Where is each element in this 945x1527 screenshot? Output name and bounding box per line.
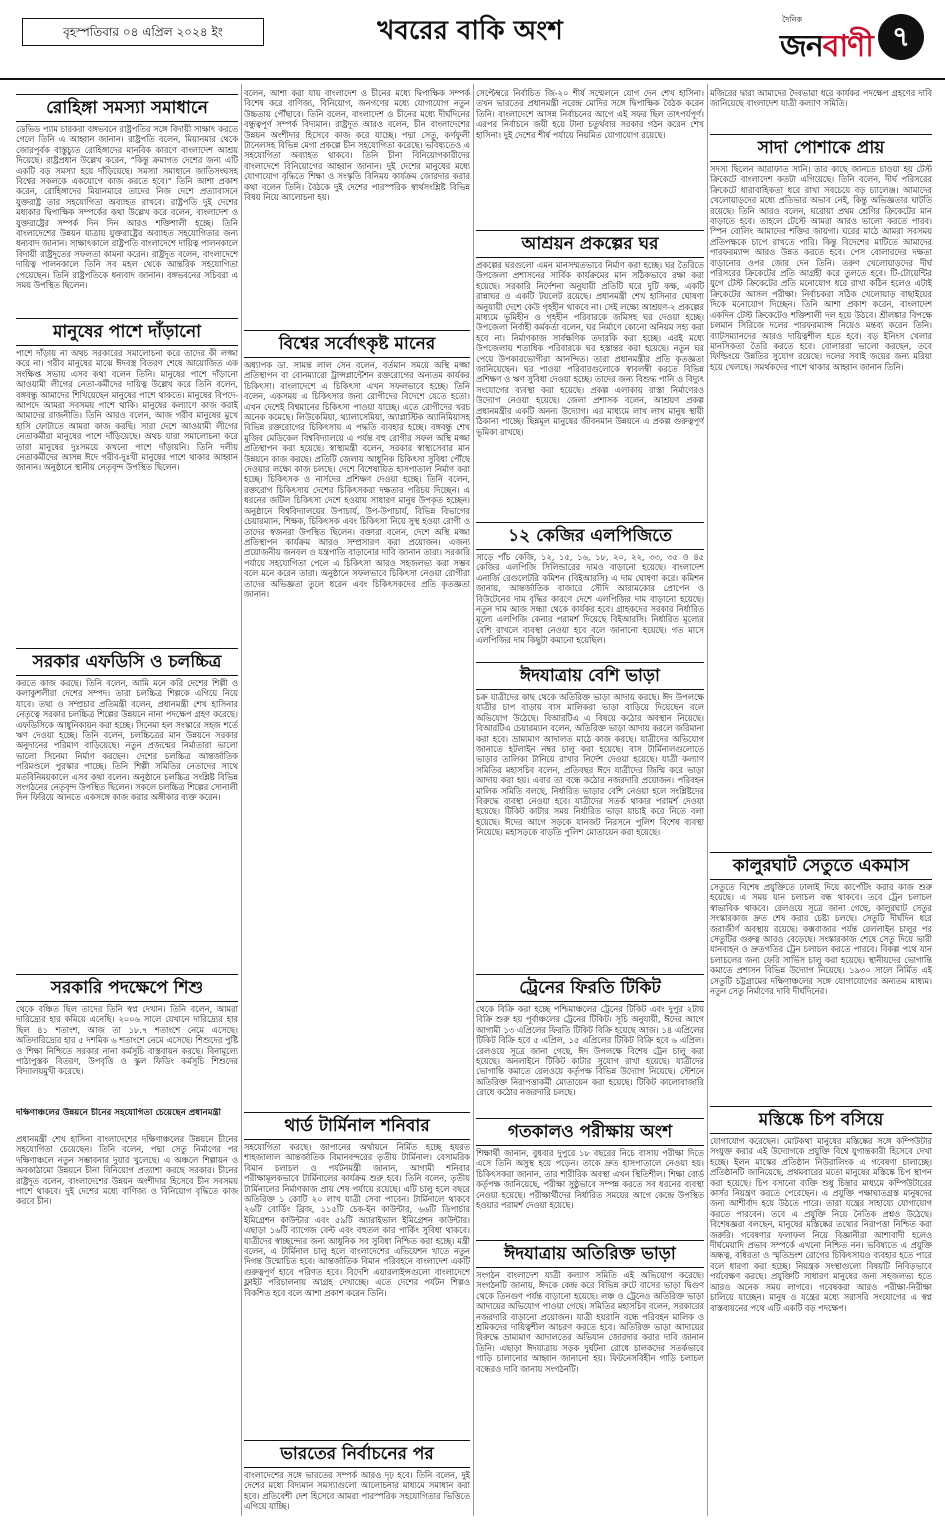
headline-shada-poshak: সাদা পোশাকে প্রায় [710, 134, 932, 162]
logo-tagline: দৈনিক [782, 15, 803, 24]
headline-porikkha: গতকালও পরীক্ষায় অংশ [476, 1118, 704, 1146]
headline-eid-beshi-vara: ঈদযাত্রায় বেশি ভাড়া [476, 662, 704, 690]
headline-third-terminal: থার্ড টার্মিনাল শনিবার [244, 1112, 470, 1140]
newspaper-logo [780, 14, 873, 64]
article-body-shreshtho-maner: অধ্যাপক ডা. সামন্ত লাল সেন বলেন, বর্তমান সময়ে অস্থি মজ্জা প্রতিস্থাপন বা বোনম্যারো ট্রান্সপ্লান্টেশন রক্তরোগের অন্যতম কার্যকর চিকিৎসা। বাংলাদেশে এ চিকিৎসা এখন সফলভাবে হচ্ছে। তিনি বলেন, একসময় এ চিকিৎসার জন্য রোগীদের বিদেশে যেতে হতো। এখন দেশেই বিশ্বমানের চিকিৎসা পাওয়া যাচ্ছে। এতে রোগীদের খরচ অনেক কমেছে। লিউকেমিয়া, থ্যালাসেমিয়া, অ্যাপ্লাস্টিক অ্যানিমিয়াসহ বিভিন্ন রক্তরোগের চিকিৎসায় এ পদ্ধতি ব্যবহার হচ্ছে। বঙ্গবন্ধু শেখ মুজিব মেডিকেল বিশ্ববিদ্যালয়ে এ পর্যন্ত বহু রোগীর সফল অস্থি মজ্জা প্রতিস্থাপন করা হয়েছে। স্বাস্থ্যমন্ত্রী বলেন, সরকার স্বাস্থ্যসেবার মান উন্নয়নে কাজ করছে। প্রতিটি জেলায় আধুনিক চিকিৎসা সুবিধা পৌঁছে দেওয়ার লক্ষ্যে কাজ চলছে। দেশে বিশেষায়িত হাসপাতাল নির্মাণ করা হচ্ছে। চিকিৎসক ও নার্সদের প্রশিক্ষণ দেওয়া হচ্ছে। তিনি বলেন, রক্তরোগ চিকিৎসায় দেশের চিকিৎসকরা দক্ষতার পরিচয় দিচ্ছেন। এ ধরনের জটিল চিকিৎসা দেশে হওয়ায় সাধারণ মানুষ উপকৃত হচ্ছেন। অনুষ্ঠানে বিশ্ববিদ্যালয়ের উপাচার্য, উপ-উপাচার্য, বিভিন্ন বিভাগের চেয়ারম্যান, শিক্ষক, চিকিৎসক এবং চিকিৎসা নিয়ে সুস্থ হওয়া রোগী ও তাদের স্বজনরা উপস্থিত ছিলেন। বক্তারা বলেন, দেশে অস্থি মজ্জা প্রতিস্থাপন কার্যক্রম আরও সম্প্রসারণ করা প্রয়োজন। এজন্য প্রয়োজনীয় জনবল ও যন্ত্রপাতি বাড়ানোর দাবি জানান তারা। সরকারি পর্যায়ে সহযোগিতা পেলে এ চিকিৎসা আরও সহজলভ্য করা সম্ভব বলে মনে করেন তারা। অনুষ্ঠানে সফলভাবে চিকিৎসা নেওয়া রোগীরা তাদের অভিজ্ঞতা তুলে ধরেন এবং চিকিৎসকদের প্রতি কৃতজ্ঞতা জানান। [244, 360, 470, 599]
article-body-third-terminal: সহযোগিতা করছে। জাপানের অর্থায়নে নির্মিত হচ্ছে হযরত শাহজালাল আন্তর্জাতিক বিমানবন্দরের তৃতীয় টার্মিনাল। বেসামরিক বিমান চলাচল ও পর্যটনমন্ত্রী জানান, আগামী শনিবার পরীক্ষামূলকভাবে টার্মিনালের কার্যক্রম শুরু হবে। তিনি বলেন, তৃতীয় টার্মিনালের নির্মাণকাজ প্রায় শেষ পর্যায়ে রয়েছে। এটি চালু হলে বছরে অতিরিক্ত ১ কোটি ২০ লাখ যাত্রী সেবা পাবেন। টার্মিনালে থাকবে ২৬টি বোর্ডিং ব্রিজ, ১১৫টি চেক-ইন কাউন্টার, ৬৬টি ডিপার্চার ইমিগ্রেশন কাউন্টার এবং ৫৯টি অ্যারাইভাল ইমিগ্রেশন কাউন্টার। এছাড়া ১৬টি ব্যাগেজ বেল্ট এবং বহুতল কার পার্কিং সুবিধা থাকবে। যাত্রীদের স্বাচ্ছন্দ্যের জন্য আধুনিক সব সুবিধা নিশ্চিত করা হচ্ছে। মন্ত্রী বলেন, এ টার্মিনাল চালু হলে বাংলাদেশের এভিয়েশন খাতে নতুন দিগন্ত উন্মোচিত হবে। আন্তর্জাতিক বিমান পরিবহনে বাংলাদেশ একটি গুরুত্বপূর্ণ হাবে পরিণত হবে। বিদেশি এয়ারলাইন্সগুলো বাংলাদেশে ফ্লাইট পরিচালনায় আগ্রহ দেখাচ্ছে। এতে দেশের পর্যটন শিল্পও বিকশিত হবে বলে আশা প্রকাশ করেন তিনি। [244, 1142, 470, 1298]
logo-wordmark [780, 22, 873, 73]
article-body-mostishke-chip: যোগাযোগ করেছেন। মোটকথা মানুষের মস্তিষ্কের সঙ্গে কম্পিউটার সংযুক্ত করার এই উদ্যোগকে প্রযুক্তি বিশ্বে যুগান্তকারী হিসেবে দেখা হচ্ছে। ইলন মাস্কের প্রতিষ্ঠান নিউরালিংক এ গবেষণা চালাচ্ছে। প্রতিষ্ঠানটি জানিয়েছে, প্রথমবারের মতো মানুষের মস্তিষ্কে চিপ স্থাপন করা হয়েছে। চিপ বসানো ব্যক্তি শুধু চিন্তার মাধ্যমে কম্পিউটারের কার্সর নিয়ন্ত্রণ করতে পেরেছেন। এ প্রযুক্তি পক্ষাঘাতগ্রস্ত মানুষদের জন্য আশীর্বাদ হয়ে উঠতে পারে। তারা যন্ত্রের সাহায্যে যোগাযোগ করতে পারবেন। তবে এ প্রযুক্তি নিয়ে নৈতিক প্রশ্নও উঠেছে। বিশেষজ্ঞরা বলছেন, মানুষের মস্তিষ্কের তথ্যের নিরাপত্তা নিশ্চিত করা জরুরি। গবেষণার ফলাফল নিয়ে বিজ্ঞানীরা আশাবাদী হলেও দীর্ঘমেয়াদি প্রভাব সম্পর্কে এখনো নিশ্চিত নন। ভবিষ্যতে এ প্রযুক্তি অন্ধত্ব, বধিরতা ও স্মৃতিভ্রংশ রোগের চিকিৎসায়ও ব্যবহার হতে পারে বলে ধারণা করা হচ্ছে। নিয়ন্ত্রক সংস্থাগুলো বিষয়টি নিবিড়ভাবে পর্যবেক্ষণ করছে। প্রযুক্তিটি সাধারণ মানুষের জন্য সহজলভ্য হতে আরও অনেক সময় লাগবে। গবেষকরা আরও পরীক্ষা-নিরীক্ষা চালিয়ে যাচ্ছেন। মানুষ ও যন্ত্রের মধ্যে সরাসরি সংযোগের এ স্বপ্ন বাস্তবায়নের পথে এটি একটি বড় পদক্ষেপ। [710, 1136, 932, 1313]
headline-manusher-pashe: মানুষের পাশে দাঁড়ানো [16, 318, 238, 346]
logo-left: জন [780, 29, 823, 64]
headline-bharat-nirbachon: ভারতের নির্বাচনের পর [244, 1440, 470, 1468]
article-body-modi-meeting: সেপ্টেম্বরে নির্বাচিত জি-২০ শীর্ষ সম্মেলনে যোগ দেন শেখ হাসিনা। তখন ভারতের প্রধানমন্ত্রী নরেন্দ্র মোদির সঙ্গে দ্বিপাক্ষিক বৈঠক করেন তিনি। বাংলাদেশে আসন্ন নির্বাচনের আগে এই সফর ছিল তাৎপর্যপূর্ণ। এরপর নির্বাচনে জয়ী হয়ে টানা চতুর্থবার সরকার গঠন করেন শেখ হাসিনা। দুই দেশের শীর্ষ পর্যায়ে নিয়মিত যোগাযোগ রয়েছে। [476, 88, 704, 140]
section-title: খবরের বাকি অংশ [377, 16, 563, 46]
page-header [0, 0, 945, 80]
article-body-ashrayan: প্রকল্পের ঘরগুলো এমন মানসম্মতভাবে নির্মাণ করা হচ্ছে। ঘর তৈরিতে উপজেলা প্রশাসনের সার্বিক কার্যক্রমের মান সঠিকভাবে রক্ষা করা হয়েছে। সরকারি নির্দেশনা অনুযায়ী প্রতিটি ঘরে দুটি কক্ষ, একটি রান্নাঘর ও একটি টয়লেট রয়েছে। প্রধানমন্ত্রী শেখ হাসিনার ঘোষণা অনুযায়ী দেশে কেউ গৃহহীন থাকবে না। সেই লক্ষ্যে আশ্রয়ণ-২ প্রকল্পের মাধ্যমে ভূমিহীন ও গৃহহীন পরিবারকে জমিসহ ঘর দেওয়া হচ্ছে। উপজেলা নির্বাহী কর্মকর্তা বলেন, ঘর নির্মাণে কোনো অনিয়ম সহ্য করা হবে না। নির্মাণকাজ সার্বক্ষণিক তদারকি করা হচ্ছে। এরই মধ্যে উপজেলায় শতাধিক পরিবারকে ঘর হস্তান্তর করা হয়েছে। নতুন ঘর পেয়ে উপকারভোগীরা আনন্দিত। তারা প্রধানমন্ত্রীর প্রতি কৃতজ্ঞতা জানিয়েছেন। ঘর পাওয়া পরিবারগুলোকে স্বাবলম্বী করতে বিভিন্ন প্রশিক্ষণ ও ঋণ সুবিধা দেওয়া হচ্ছে। তাদের জন্য বিশুদ্ধ পানি ও বিদ্যুৎ সংযোগের ব্যবস্থা করা হয়েছে। প্রকল্প এলাকায় রাস্তা নির্মাণেরও উদ্যোগ নেওয়া হয়েছে। জেলা প্রশাসক বলেন, আশ্রয়ণ প্রকল্প প্রধানমন্ত্রীর একটি অনন্য উদ্যোগ। এর মাধ্যমে লাখ লাখ মানুষ স্থায়ী ঠিকানা পাচ্ছে। ছিন্নমূল মানুষের জীবনমান উন্নয়নে এ প্রকল্প গুরুত্বপূর্ণ ভূমিকা রাখছে। [476, 260, 704, 437]
article-body-shada-poshak: সদস্য ছিলেন আরাফাত সানি। তার কাছে জানতে চাওয়া হয় টেস্ট ক্রিকেটে বাংলাদেশ কতটা এগিয়েছে। তিনি বলেন, দীর্ঘ পরিসরের ক্রিকেটে ধারাবাহিকতা ধরে রাখা সবচেয়ে বড় চ্যালেঞ্জ। আমাদের খেলোয়াড়দের মধ্যে প্রতিভার অভাব নেই, কিন্তু অভিজ্ঞতার ঘাটতি রয়েছে। তিনি আরও বলেন, ঘরোয়া প্রথম শ্রেণির ক্রিকেটের মান বাড়াতে হবে। তাহলে টেস্টে আমরা আরও ভালো করতে পারব। স্পিন বোলিং আমাদের শক্তির জায়গা। ঘরের মাঠে আমরা সবসময় প্রতিপক্ষকে চাপে রাখতে পারি। কিন্তু বিদেশের মাটিতে আমাদের পারফরম্যান্স আরও উন্নত করতে হবে। পেস বোলারদের দক্ষতা বাড়ানোর ওপর জোর দেন তিনি। তরুণ খেলোয়াড়দের দীর্ঘ পরিসরের ক্রিকেটের প্রতি আগ্রহী করে তুলতে হবে। টি-টোয়েন্টির যুগে টেস্ট ক্রিকেটের প্রতি মনোযোগ ধরে রাখা কঠিন হলেও এটাই ক্রিকেটের আসল পরীক্ষা। নির্বাচকরা সঠিক খেলোয়াড় বাছাইয়ের দিকে মনোযোগ দিচ্ছেন। তিনি আশা প্রকাশ করেন, বাংলাদেশ একদিন টেস্ট ক্রিকেটেও শক্তিশালী দল হয়ে উঠবে। শ্রীলঙ্কার বিপক্ষে চলমান সিরিজে দলের পারফরম্যান্স নিয়েও মন্তব্য করেন তিনি। ব্যাটসম্যানদের আরও দায়িত্বশীল হতে হবে। বড় ইনিংস খেলার মানসিকতা তৈরি করতে হবে। বোলাররা ভালো করছেন, তবে ফিল্ডিংয়ে উন্নতির সুযোগ রয়েছে। দলের সবাই জয়ের জন্য মরিয়া হয়ে খেলছে। সমর্থকদের পাশে থাকার আহ্বান জানান তিনি। [710, 164, 932, 372]
column-divider [707, 84, 708, 1516]
article-body-china: প্রধানমন্ত্রী শেখ হাসিনা বাংলাদেশের দক্ষিণাঞ্চলের উন্নয়নে চীনের সহযোগিতা চেয়েছেন। তিনি বলেন, পদ্মা সেতু নির্মাণের পর দক্ষিণাঞ্চলে নতুন সম্ভাবনার দুয়ার খুলেছে। এ অঞ্চলে শিল্পায়ন ও অবকাঠামো উন্নয়নে চীনা বিনিয়োগ প্রত্যাশা করছে সরকার। চীনের রাষ্ট্রদূত বলেন, বাংলাদেশের উন্নয়ন অংশীদার হিসেবে চীন সবসময় পাশে থাকবে। দুই দেশের মধ্যে বাণিজ্য ও বিনিয়োগ বৃদ্ধিতে কাজ করবে চীন। [16, 1134, 238, 1207]
headline-mostishke-chip: মস্তিষ্কে চিপ বসিয়ে [710, 1106, 932, 1134]
article-body-kalurghat: সেতুতে বিশেষ প্রযুক্তিতে ঢালাই দিয়ে কার্পেটিং করার কাজ শুরু হয়েছে। এ সময় যান চলাচল বন্ধ থাকবে। তবে ট্রেন চলাচল স্বাভাবিক থাকবে। রেলওয়ে সূত্রে জানা গেছে, কালুরঘাট সেতুর সংস্কারকাজ দ্রুত শেষ করার চেষ্টা চলছে। সেতুটি দীর্ঘদিন ধরে জরাজীর্ণ অবস্থায় রয়েছে। কক্সবাজার পর্যন্ত রেললাইন চালুর পর সেতুটির গুরুত্ব আরও বেড়েছে। সংস্কারকাজ শেষে সেতু দিয়ে ভারী যানবাহন ও দ্রুতগতির ট্রেন চলাচল করতে পারবে। বিকল্প পথে যান চলাচলের জন্য ফেরি সার্ভিস চালু করা হয়েছে। স্থানীয়দের ভোগান্তি কমাতে প্রশাসন বিভিন্ন উদ্যোগ নিয়েছে। ১৯৩০ সালে নির্মিত এই সেতুটি চট্টগ্রামের দক্ষিণাঞ্চলের সঙ্গে যোগাযোগের অন্যতম মাধ্যম। নতুন সেতু নির্মাণের দাবি দীর্ঘদিনের। [710, 882, 932, 997]
headline-shreshtho-maner: বিশ্বের সর্বোৎকৃষ্ট মানের [244, 330, 470, 358]
article-body-jatri-kalyan: মজিরের দ্বারা আমাদের দৈবভাৱা ধরে কার্যকর পদক্ষেপ গ্রহণের দাবি জানিয়েছে বাংলাদেশ যাত্রী কল্যাণ সমিতি। [710, 88, 932, 109]
article-body-shishu: থেকে বঞ্চিত ছিল তাদের তিনি স্বপ্ন দেখান। তিনি বলেন, আমরা দারিদ্র্যের হার কমিয়ে এনেছি। ২০০৬ সালে যেখানে দারিদ্র্যের হার ছিল ৪১ শতাংশ, আজ তা ১৮.৭ শতাংশে নেমে এসেছে। অতিদারিদ্র্যের হার ৫ দশমিক ৬ শতাংশে নেমে এসেছে। শিশুদের পুষ্টি ও শিক্ষা নিশ্চিতে সরকার নানা কর্মসূচি বাস্তবায়ন করছে। বিনামূল্যে পাঠ্যপুস্তক বিতরণ, উপবৃত্তি ও স্কুল ফিডিং কর্মসূচি শিশুদের বিদ্যালয়মুখী করেছে। [16, 1004, 238, 1077]
article-body-train-ticket: থেকে বিক্রি করা হচ্ছে পশ্চিমাঞ্চলের ট্রেনের টিকিট এবং দুপুর ২টায় বিক্রি শুরু হয় পূর্বাঞ্চলের ট্রেনের টিকিট। সূচি অনুযায়ী, ঈদের আগে আগামী ১৩ এপ্রিলের ফিরতি টিকিট বিক্রি হয়েছে আজ। ১৪ এপ্রিলের টিকিট বিক্রি হবে ৫ এপ্রিল, ১৫ এপ্রিলের টিকিট বিক্রি হবে ৬ এপ্রিল। রেলওয়ে সূত্রে জানা গেছে, ঈদ উপলক্ষে বিশেষ ট্রেন চালু করা হয়েছে। অনলাইনে টিকিট কাটার সুযোগ রাখা হয়েছে। যাত্রীদের ভোগান্তি কমাতে রেলওয়ে কর্তৃপক্ষ বিভিন্ন উদ্যোগ নিয়েছে। স্টেশনে অতিরিক্ত নিরাপত্তাকর্মী মোতায়েন করা হয়েছে। টিকিট কালোবাজারি রোধে কঠোর নজরদারি চলছে। [476, 1004, 704, 1098]
article-body-lpg: সাড়ে পাঁচ কেজি, ১২, ১৫, ১৬, ১৮, ২০, ২২, ৩৩, ৩৫ ও ৪৫ কেজির এলপিজি সিলিন্ডারের দামও বাড়ানো হয়েছে। বাংলাদেশ এনার্জি রেগুলেটরি কমিশন (বিইআরসি) এ দাম ঘোষণা করে। কমিশন জানায়, আন্তর্জাতিক বাজারে সৌদি আরামকোর প্রোপেন ও বিউটেনের দাম বৃদ্ধির কারণে দেশে এলপিজির দাম বাড়ানো হয়েছে। নতুন দাম আজ সন্ধ্যা থেকে কার্যকর হবে। গ্রাহকদের সরকার নির্ধারিত মূল্যে এলপিজি কেনার পরামর্শ দিয়েছে বিইআরসি। নির্ধারিত মূল্যের বেশি রাখলে ব্যবস্থা নেওয়া হবে বলে জানানো হয়েছে। গত মাসে এলপিজির দাম কিছুটা কমানো হয়েছিল। [476, 552, 704, 646]
headline-train-ticket: ট্রেনের ফিরতি টিকিট [476, 974, 704, 1002]
article-body-rohingya: ডেভিড প্যাম চারকরা বঙ্গভবনে রাষ্ট্রপতির সঙ্গে বিদায়ী সাক্ষাৎ করতে গেলে তিনি এ আহ্বান জানান। রাষ্ট্রপতি বলেন, মিয়ানমার থেকে জোরপূর্বক বাস্তুচ্যুত রোহিঙ্গাদের মানবিক কারণে বাংলাদেশ আশ্রয় দিয়েছে। রাষ্ট্রপ্রধান উল্লেখ করেন, “কিন্তু ক্রমাগত দেশের জন্য এটি একটি বড় সমস্যা হয়ে দাঁড়িয়েছে। সমস্যা সমাধানে জাতিসংঘসহ বিশ্বের সকলকে একযোগে কাজ করতে হবে।” তিনি আশা প্রকাশ করেন, রোহিঙ্গাদের মিয়ানমারে তাদের নিজ দেশে প্রত্যাবাসনে যুক্তরাষ্ট্র তার সহযোগিতা অব্যাহত রাখবে। রাষ্ট্রপতি দুই দেশের মধ্যকার দ্বিপাক্ষিক সম্পর্কের কথা উল্লেখ করে বলেন, বাংলাদেশ ও যুক্তরাষ্ট্রের সম্পর্ক দিন দিন আরও শক্তিশালী হচ্ছে। তিনি বাংলাদেশের উন্নয়ন যাত্রায় যুক্তরাষ্ট্রের অব্যাহত সহযোগিতার জন্য ধন্যবাদ জানান। সাক্ষাৎকালে রাষ্ট্রপতি বাংলাদেশে দায়িত্ব পালনকালে বিদায়ী রাষ্ট্রদূতের সফলতা কামনা করেন। রাষ্ট্রদূত বলেন, বাংলাদেশে দায়িত্ব পালনকালে তিনি সব মহল থেকে আন্তরিক সহযোগিতা পেয়েছেন। তিনি রাষ্ট্রপতিকে ধন্যবাদ জানান। বঙ্গভবনের সচিবরা এ সময় উপস্থিত ছিলেন। [16, 124, 238, 291]
page-number-badge: ৭ [878, 14, 924, 60]
headline-efdc: সরকার এফডিসি ও চলচ্চিত্র [16, 648, 238, 676]
article-body-china-continued: বলেন, আশা করা যায় বাংলাদেশ ও চীনের মধ্যে দ্বিপাক্ষিক সম্পর্ক বিশেষ করে বাণিজ্য, বিনিয়োগ, জনগণের মধ্যে যোগাযোগ নতুন উচ্চতায় পৌঁছাবে। তিনি বলেন, বাংলাদেশ ও চীনের মধ্যে দীর্ঘদিনের বন্ধুত্বপূর্ণ সম্পর্ক বিদ্যমান। রাষ্ট্রদূত আরও বলেন, চীন বাংলাদেশের উন্নয়ন অংশীদার হিসেবে কাজ করে যাচ্ছে। পদ্মা সেতু, কর্ণফুলী টানেলসহ বিভিন্ন মেগা প্রকল্পে চীন সহযোগিতা করেছে। ভবিষ্যতেও এ সহযোগিতা অব্যাহত থাকবে। তিনি চীনা বিনিয়োগকারীদের বাংলাদেশে বিনিয়োগের আহ্বান জানান। দুই দেশের মানুষের মধ্যে যোগাযোগ বৃদ্ধিতে শিক্ষা ও সংস্কৃতি বিনিময় কার্যক্রম জোরদার করার কথা বলেন তিনি। বৈঠকে দুই দেশের পারস্পরিক স্বার্থসংশ্লিষ্ট বিভিন্ন বিষয় নিয়ে আলোচনা হয়। [244, 88, 470, 203]
issue-date: বৃহস্পতিবার ০৪ এপ্রিল ২০২৪ ইং [22, 18, 264, 46]
headline-kalurghat: কালুরঘাট সেতুতে একমাস [710, 852, 932, 880]
article-body-eid-beshi-vara: চক্র যাত্রীদের কাছ থেকে অতিরিক্ত ভাড়া আদায় করছে। ঈদ উপলক্ষে যাত্রীর চাপ বাড়ায় বাস মালিকরা ভাড়া বাড়িয়ে দিয়েছেন বলে অভিযোগ উঠেছে। বিআরটিএ এ বিষয়ে কঠোর অবস্থান নিয়েছে। বিআরটিএ চেয়ারম্যান বলেন, অতিরিক্ত ভাড়া আদায় করলে জরিমানা করা হবে। ভ্রাম্যমাণ আদালত মাঠে কাজ করছে। যাত্রীদের অভিযোগ জানাতে হটলাইন নম্বর চালু করা হয়েছে। বাস টার্মিনালগুলোতে ভাড়ার তালিকা টানিয়ে রাখার নির্দেশ দেওয়া হয়েছে। যাত্রী কল্যাণ সমিতির মহাসচিব বলেন, প্রতিবছর ঈদে যাত্রীদের জিম্মি করে ভাড়া আদায় করা হয়। এবার তা বন্ধে কঠোর নজরদারি প্রয়োজন। পরিবহন মালিক সমিতি বলছে, নির্ধারিত ভাড়ার বেশি নেওয়া হলে সংশ্লিষ্টদের বিরুদ্ধে ব্যবস্থা নেওয়া হবে। যাত্রীদের সতর্ক থাকার পরামর্শ দেওয়া হয়েছে। টিকিট কাটার সময় নির্ধারিত ভাড়া যাচাই করে নিতে বলা হয়েছে। ঈদের আগে সড়কে যানজট নিরসনে পুলিশ বিশেষ ব্যবস্থা নিয়েছে। মহাসড়কে বাড়তি পুলিশ মোতায়েন করা হয়েছে। [476, 692, 704, 838]
article-body-manusher-pashe: পাশে দাঁড়ায় না অথচ সরকারের সমালোচনা করে তাদের কী লজ্জা করে না। গরীব মানুষের মাঝে ঈদবস্ত্র বিতরণ শেষে আয়োজিত এক সংক্ষিপ্ত সভায় এসব কথা বলেন তিনি। মানুষের পাশে দাঁড়ানো আওয়ামী লীগের নেতা-কর্মীদের দায়িত্ব উল্লেখ করে তিনি বলেন, বঙ্গবন্ধু আমাদের শিখিয়েছেন মানুষের পাশে থাকতে। মানুষের বিপদে-আপদে আমরা সবসময় পাশে থাকি। মানুষের কল্যাণে কাজ করাই আমাদের রাজনীতি। তিনি আরও বলেন, আজ গরীব মানুষের মুখে হাসি ফোটাতে আমরা কাজ করছি। সারা দেশে আওয়ামী লীগের নেতাকর্মীরা মানুষের পাশে দাঁড়িয়েছে। অথচ যারা সমালোচনা করে তারা মানুষের দুঃসময়ে কখনো পাশে দাঁড়ায়নি। তিনি দলীয় নেতাকর্মীদের আসন্ন ঈদে গরীব-দুঃখী মানুষের পাশে থাকার আহ্বান জানান। অনুষ্ঠানে স্থানীয় নেতৃবৃন্দ উপস্থিত ছিলেন। [16, 348, 238, 473]
column-divider [241, 84, 242, 1516]
article-body-bharat-nirbachon: বাংলাদেশের সঙ্গে ভারতের সম্পর্ক আরও দৃঢ় হবে। তিনি বলেন, দুই দেশের মধ্যে বিদ্যমান সমস্যাগুলো আলোচনার মাধ্যমে সমাধান করা হবে। প্রতিবেশী দেশ হিসেবে আমরা পারস্পরিক সহযোগিতার ভিত্তিতে এগিয়ে যাচ্ছি। [244, 1470, 470, 1512]
column-divider [473, 84, 474, 1516]
logo-right: বাণী [822, 29, 873, 64]
article-body-porikkha: শিক্ষার্থী জানান, বুধবার দুপুরে ১৮ বছরের নিচে বাসায় পরীক্ষা দিতে এসে তিনি অসুস্থ হয়ে পড়েন। তাকে দ্রুত হাসপাতালে নেওয়া হয়। চিকিৎসকরা জানান, তার শারীরিক অবস্থা এখন স্থিতিশীল। শিক্ষা বোর্ড কর্তৃপক্ষ জানিয়েছে, পরীক্ষা সুষ্ঠুভাবে সম্পন্ন করতে সব ধরনের ব্যবস্থা নেওয়া হয়েছে। পরীক্ষার্থীদের নির্ধারিত সময়ের আগে কেন্দ্রে উপস্থিত হওয়ার পরামর্শ দেওয়া হয়েছে। [476, 1148, 704, 1211]
headline-ashrayan: আশ্রয়ন প্রকল্পের ঘর [476, 230, 704, 258]
article-body-efdc: করতে কাজ করছে। তিনি বলেন, আমি মনে করি দেশের শিল্পী ও কলাকুশলীরা দেশের সম্পদ। তারা চলচ্চিত্র শিল্পকে এগিয়ে নিয়ে যাবে। তথ্য ও সম্প্রচার প্রতিমন্ত্রী বলেন, প্রধানমন্ত্রী শেখ হাসিনার নেতৃত্বে সরকার চলচ্চিত্র শিল্পের উন্নয়নে নানা পদক্ষেপ গ্রহণ করেছে। এফডিসিকে আধুনিকায়ন করা হচ্ছে। সিনেমা হল সংস্কারে সহজ শর্তে ঋণ দেওয়া হচ্ছে। তিনি বলেন, চলচ্চিত্রের মান উন্নয়নে সরকার অনুদানের পরিমাণ বাড়িয়েছে। নতুন প্রজন্মের নির্মাতারা ভালো ভালো সিনেমা নির্মাণ করছেন। দেশের চলচ্চিত্র আন্তর্জাতিক পরিমণ্ডলে পুরস্কার পাচ্ছে। তিনি শিল্পী সমিতির নেতাদের সাথে মতবিনিময়কালে এসব কথা বলেন। অনুষ্ঠানে চলচ্চিত্র সংশ্লিষ্ট বিভিন্ন সংগঠনের নেতৃবৃন্দ উপস্থিত ছিলেন। সকলে চলচ্চিত্র শিল্পের সোনালী দিন ফিরিয়ে আনতে একসঙ্গে কাজ করার অঙ্গীকার ব্যক্ত করেন। [16, 678, 238, 803]
headline-eid-otirikto-vara: ঈদযাত্রায় অতিরিক্ত ভাড়া [476, 1240, 704, 1268]
headline-shishu: সরকারি পদক্ষেপে শিশু [16, 974, 238, 1002]
headline-rohingya: রোহিঙ্গা সমস্যা সমাধানে [16, 94, 238, 122]
article-body-eid-otirikto-vara: সংগঠন বাংলাদেশ যাত্রী কল্যাণ সমিতি এই অভিযোগ করেছে। সংগঠনটি জানায়, ঈদকে কেন্দ্র করে বিভিন্ন রুটে বাসের ভাড়া দ্বিগুণ থেকে তিনগুণ পর্যন্ত বাড়ানো হয়েছে। লঞ্চ ও ট্রেনেও অতিরিক্ত ভাড়া আদায়ের অভিযোগ পাওয়া গেছে। সমিতির মহাসচিব বলেন, সরকারের নজরদারি বাড়ানো প্রয়োজন। যাত্রী হয়রানি বন্ধে পরিবহন মালিক ও শ্রমিকদের দায়িত্বশীল আচরণ করতে হবে। অতিরিক্ত ভাড়া আদায়ের বিরুদ্ধে ভ্রাম্যমাণ আদালতের অভিযান জোরদার করার দাবি জানান তিনি। এছাড়া ঈদযাত্রায় সড়ক দুর্ঘটনা রোধে চালকদের সতর্কভাবে গাড়ি চালানোর আহ্বান জানানো হয়। ফিটনেসবিহীন গাড়ি চলাচল বন্ধেরও দাবি জানায় সংগঠনটি। [476, 1270, 704, 1374]
subhead-china: দক্ষিণাঞ্চলের উন্নয়নে চীনের সহযোগিতা চেয়েছেন প্রধানমন্ত্রী [16, 1108, 221, 1118]
headline-lpg: ১২ কেজির এলপিজিতে [476, 522, 704, 550]
